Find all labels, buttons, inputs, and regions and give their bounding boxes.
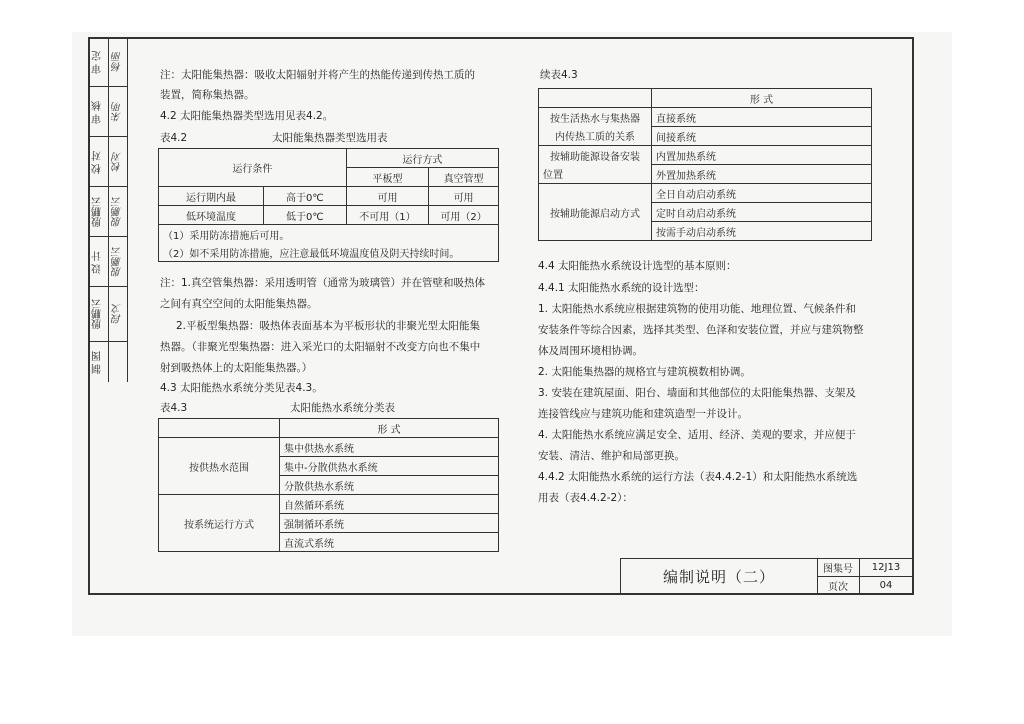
sig-label: 殷鹏云 (92, 197, 104, 227)
sig-signature: 段文 (112, 304, 124, 325)
note-collector-cont: 装置，简称集热器。 (160, 89, 255, 101)
sig-signature: 殷鹏云 (112, 197, 124, 227)
note-collector: 注：太阳能集热器：吸收太阳辐射并将产生的热能传递到传热工质的 (160, 69, 475, 81)
cell-operation-item: 直流式系统 (280, 533, 499, 552)
atlas-number: 12J13 (859, 559, 913, 577)
sig-label: 校 对 (92, 150, 104, 174)
atlas-label: 图集号 (817, 559, 860, 577)
cell-footnote-1: （1）采用防冻措施后可用。 (159, 225, 499, 244)
cell-range-item: 集中供热水系统 (280, 438, 499, 457)
cell-group-position-cont: 位置 (539, 165, 652, 184)
cell-relation-item: 间接系统 (652, 127, 872, 146)
table-4-3 (158, 418, 499, 552)
cell-range-item: 集中-分散供热水系统 (280, 457, 499, 476)
sig-signature (108, 342, 128, 382)
cell-position-item: 外置加热系统 (652, 165, 872, 184)
section-4-2: 4.2 太阳能集热器类型选用见表4.2。 (160, 110, 334, 122)
table-4-2-caption: 太阳能集热器类型选用表 (272, 132, 388, 144)
section-4-4-1: 4.4.1 太阳能热水系统的设计选型： (538, 282, 705, 294)
para-4-4-2a: 4.4.2 太阳能热水系统的运行方法（表4.4.2-1）和太阳能热水系统选 (538, 471, 858, 483)
table-4-3-number: 表4.3 (160, 402, 188, 414)
cell-startup-item: 全日自动启动系统 (652, 184, 872, 203)
cell-mode-header: 运行方式 (346, 149, 498, 168)
section-4-4: 4.4 太阳能热水系统设计选型的基本原则： (538, 260, 737, 272)
sig-cell-approve (88, 37, 128, 87)
table-4-2-number: 表4.2 (160, 132, 188, 144)
sig-cell-review (88, 87, 128, 137)
note-flat-plate-cont1: 热器。（非聚光型集热器：进入采光口的太阳辐射不改变方向也不集中 (160, 341, 481, 353)
cell-group-startup: 按辅助能源启动方式 (539, 184, 652, 241)
cell-empty-header (539, 89, 652, 108)
note-flat-plate: 2.平板型集热器：吸热体表面基本为平板形状的非聚光型太阳能集 (176, 320, 481, 332)
cell-row2-flat: 不可用（1） (346, 206, 428, 225)
drawing-title: 编制说明（二） (621, 559, 818, 594)
sig-signature: 朱明 (112, 102, 124, 122)
continued-table-caption: 续表4.3 (540, 69, 578, 81)
cell-operation-item: 自然循环系统 (280, 495, 499, 514)
sig-cell-design (88, 237, 128, 287)
cell-empty-header (159, 419, 280, 438)
para-4a: 4. 太阳能热水系统应满足安全、适用、经济、美观的要求，并应便于 (538, 429, 856, 441)
sig-signature: 殷鹏云 (112, 247, 124, 277)
table-4-3-caption: 太阳能热水系统分类表 (290, 402, 395, 414)
para-1a: 1. 太阳能热水系统应根据建筑物的使用功能、地理位置、气候条件和 (538, 303, 856, 315)
sig-cell-proof (88, 187, 128, 237)
cell-operation-item: 强制循环系统 (280, 514, 499, 533)
cell-row1-flat: 可用 (346, 187, 428, 206)
cell-row2-cond: 低于0℃ (263, 206, 346, 225)
cell-form-header: 形 式 (652, 89, 872, 108)
cell-row2-vacuum: 可用（2） (429, 206, 499, 225)
para-2: 2. 太阳能集热器的规格宜与建筑模数相协调。 (538, 366, 751, 378)
cell-row1-vacuum: 可用 (429, 187, 499, 206)
page-label: 页次 (817, 576, 860, 594)
note-vacuum-tube-cont: 之间有真空空间的太阳能集热器。 (160, 298, 318, 310)
title-block (620, 558, 914, 595)
cell-group-relation: 按生活热水与集热器 (539, 108, 652, 127)
cell-form-header: 形 式 (280, 419, 499, 438)
cell-vacuum-header: 真空管型 (429, 168, 499, 187)
sig-signature: 杨丽 (112, 52, 124, 72)
note-flat-plate-cont2: 射到吸热体上的太阳能集热器。） (160, 362, 313, 374)
sig-label: 制 图 (92, 350, 104, 374)
para-4-4-2b: 用表（表4.4.2-2）： (538, 492, 633, 504)
cell-group-position: 按辅助能源设备安装 (539, 146, 652, 165)
sig-label: 审 定 (92, 50, 104, 74)
para-1c: 体及周围环境相协调。 (538, 345, 643, 357)
cell-row2-label: 低环境温度 (159, 206, 264, 225)
sig-signature: 校对 (112, 152, 124, 172)
sig-cell-draw (88, 342, 128, 382)
sig-label: 殷鹏云 (92, 299, 104, 330)
cell-row1-label: 运行期内最 (159, 187, 264, 206)
section-4-3: 4.3 太阳能热水系统分类见表4.3。 (160, 382, 323, 394)
cell-group-operation: 按系统运行方式 (159, 495, 280, 552)
cell-group-relation-cont: 内传热工质的关系 (539, 127, 652, 146)
para-4b: 安装、清洁、维护和局部更换。 (538, 450, 685, 462)
signature-strip (88, 37, 128, 382)
table-4-2 (158, 148, 499, 262)
cell-flat-header: 平板型 (346, 168, 428, 187)
table-4-3-continued (538, 88, 872, 241)
sig-label: 设 计 (92, 250, 104, 274)
note-vacuum-tube: 注：1.真空管集热器：采用透明管（通常为玻璃管）并在管壁和吸热体 (160, 277, 486, 289)
cell-relation-item: 直接系统 (652, 108, 872, 127)
cell-group-range: 按供热水范围 (159, 438, 280, 495)
para-3b: 连接管线应与建筑功能和建筑造型一并设计。 (538, 408, 748, 420)
cell-position-item: 内置加热系统 (652, 146, 872, 165)
cell-row1-cond: 高于0℃ (263, 187, 346, 206)
cell-range-item: 分散供热水系统 (280, 476, 499, 495)
sig-label: 审 核 (92, 100, 104, 124)
para-1b: 安装条件等综合因素，选择其类型、色泽和安装位置，并应与建筑物整 (538, 324, 864, 336)
cell-condition-header: 运行条件 (159, 149, 347, 187)
sig-cell-designer (88, 287, 128, 342)
cell-footnote-2: （2）如不采用防冻措施，应注意最低环境温度值及阴天持续时间。 (159, 243, 499, 262)
sig-cell-check (88, 137, 128, 187)
page-number: 04 (879, 579, 893, 591)
cell-startup-item: 定时自动启动系统 (652, 203, 872, 222)
cell-startup-item: 按需手动启动系统 (652, 222, 872, 241)
para-3a: 3. 安装在建筑屋面、阳台、墙面和其他部位的太阳能集热器、支架及 (538, 387, 856, 399)
